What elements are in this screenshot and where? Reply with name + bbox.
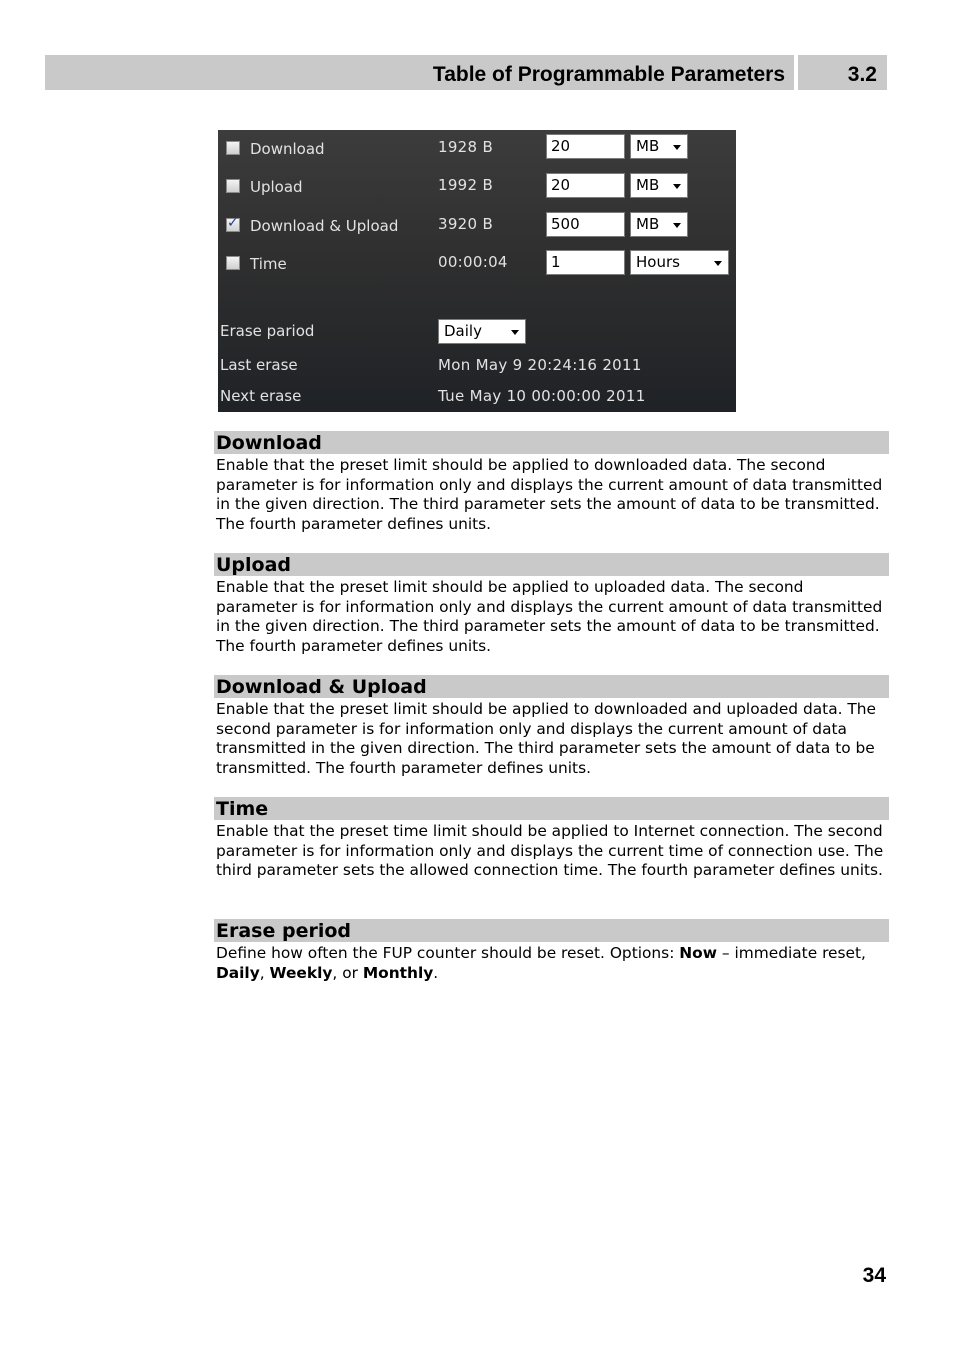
- upload-amount: 1992 B: [438, 176, 494, 194]
- option-now: Now: [679, 944, 717, 962]
- download-amount: 1928 B: [438, 138, 494, 156]
- fup-settings-panel: [218, 130, 736, 412]
- section-text-download: Enable that the preset limit should be applied to downloaded data. The second parameter is for information only and displays the current amount of data transmitted in the given direction. The third parameter sets the amount of data to be transmitted. The fourth parameter defines units.: [216, 456, 883, 533]
- section-text-download-upload: Enable that the preset limit should be applied to downloaded and uploaded data. The second parameter is for information only and displays the current amount of data transmitted in the given direction. The third parameter sets the amount of data to be transmitted. The fourth parameter defines units.: [216, 700, 877, 777]
- download-unit-value: MB: [636, 137, 660, 155]
- time-label: Time: [250, 255, 287, 273]
- upload-unit-select[interactable]: [630, 173, 688, 198]
- upload-label: Upload: [250, 178, 303, 196]
- option-daily: Daily: [216, 963, 260, 982]
- section-heading-erase-period: Erase period: [214, 919, 889, 942]
- download-unit-select[interactable]: [630, 134, 688, 159]
- option-weekly: Weekly: [269, 963, 333, 982]
- section-heading-download: Download: [214, 431, 889, 454]
- time-unit-select[interactable]: [630, 250, 729, 275]
- time-amount: 00:00:04: [438, 253, 508, 271]
- page-number: 34: [862, 1264, 886, 1287]
- download-upload-label: Download & Upload: [250, 217, 399, 235]
- chevron-down-icon: [714, 261, 722, 266]
- erase-period-select[interactable]: [438, 319, 526, 344]
- chevron-down-icon: [673, 145, 681, 150]
- download-upload-limit-input[interactable]: 500: [546, 212, 625, 237]
- next-erase-value: Tue May 10 00:00:00 2011: [438, 387, 646, 405]
- erase-end: .: [433, 963, 439, 982]
- download-limit-input[interactable]: 20: [546, 134, 625, 159]
- erase-period-label: Erase pariod: [220, 322, 315, 340]
- upload-limit-input[interactable]: 20: [546, 173, 625, 198]
- upload-checkbox[interactable]: [226, 179, 240, 193]
- erase-sep-2: , or: [332, 963, 363, 982]
- section-heading-time: Time: [214, 797, 889, 820]
- time-unit-value: Hours: [636, 253, 680, 271]
- option-monthly: Monthly: [362, 963, 434, 982]
- section-text-erase-period: [216, 944, 888, 983]
- erase-text-2: – immediate reset,: [716, 944, 866, 962]
- time-checkbox[interactable]: [226, 256, 240, 270]
- erase-period-value: Daily: [444, 322, 482, 340]
- chevron-down-icon: [673, 184, 681, 189]
- download-label: Download: [250, 140, 325, 158]
- download-upload-unit-value: MB: [636, 215, 660, 233]
- section-heading-upload: Upload: [214, 553, 889, 576]
- time-limit-input[interactable]: 1: [546, 250, 625, 275]
- last-erase-label: Last erase: [220, 356, 298, 374]
- download-upload-checkbox[interactable]: [226, 218, 240, 232]
- page-header-title: Table of Programmable Parameters: [45, 55, 794, 90]
- next-erase-label: Next erase: [220, 387, 302, 405]
- download-checkbox[interactable]: [226, 141, 240, 155]
- section-text-upload: Enable that the preset limit should be applied to uploaded data. The second parameter is for information only and displays the current amount of data transmitted in the given direction. The third parameter sets the amount of data to be transmitted. The fourth parameter defines units.: [216, 578, 883, 655]
- last-erase-value: Mon May 9 20:24:16 2011: [438, 356, 642, 374]
- upload-unit-value: MB: [636, 176, 660, 194]
- section-text-time: Enable that the preset time limit should be applied to Internet connection. The second parameter is for information only and displays the current time of connection use. The third parameter sets the allowed connection time. The fourth parameter defines units.: [216, 822, 884, 880]
- erase-sep-1: ,: [259, 963, 270, 982]
- download-upload-unit-select[interactable]: [630, 212, 688, 237]
- download-upload-amount: 3920 B: [438, 215, 494, 233]
- section-heading-download-upload: Download & Upload: [214, 675, 889, 698]
- erase-text-1: Define how often the FUP counter should be reset. Options:: [216, 944, 680, 962]
- chevron-down-icon: [511, 330, 519, 335]
- section-number: 3.2: [798, 55, 887, 90]
- chevron-down-icon: [673, 223, 681, 228]
